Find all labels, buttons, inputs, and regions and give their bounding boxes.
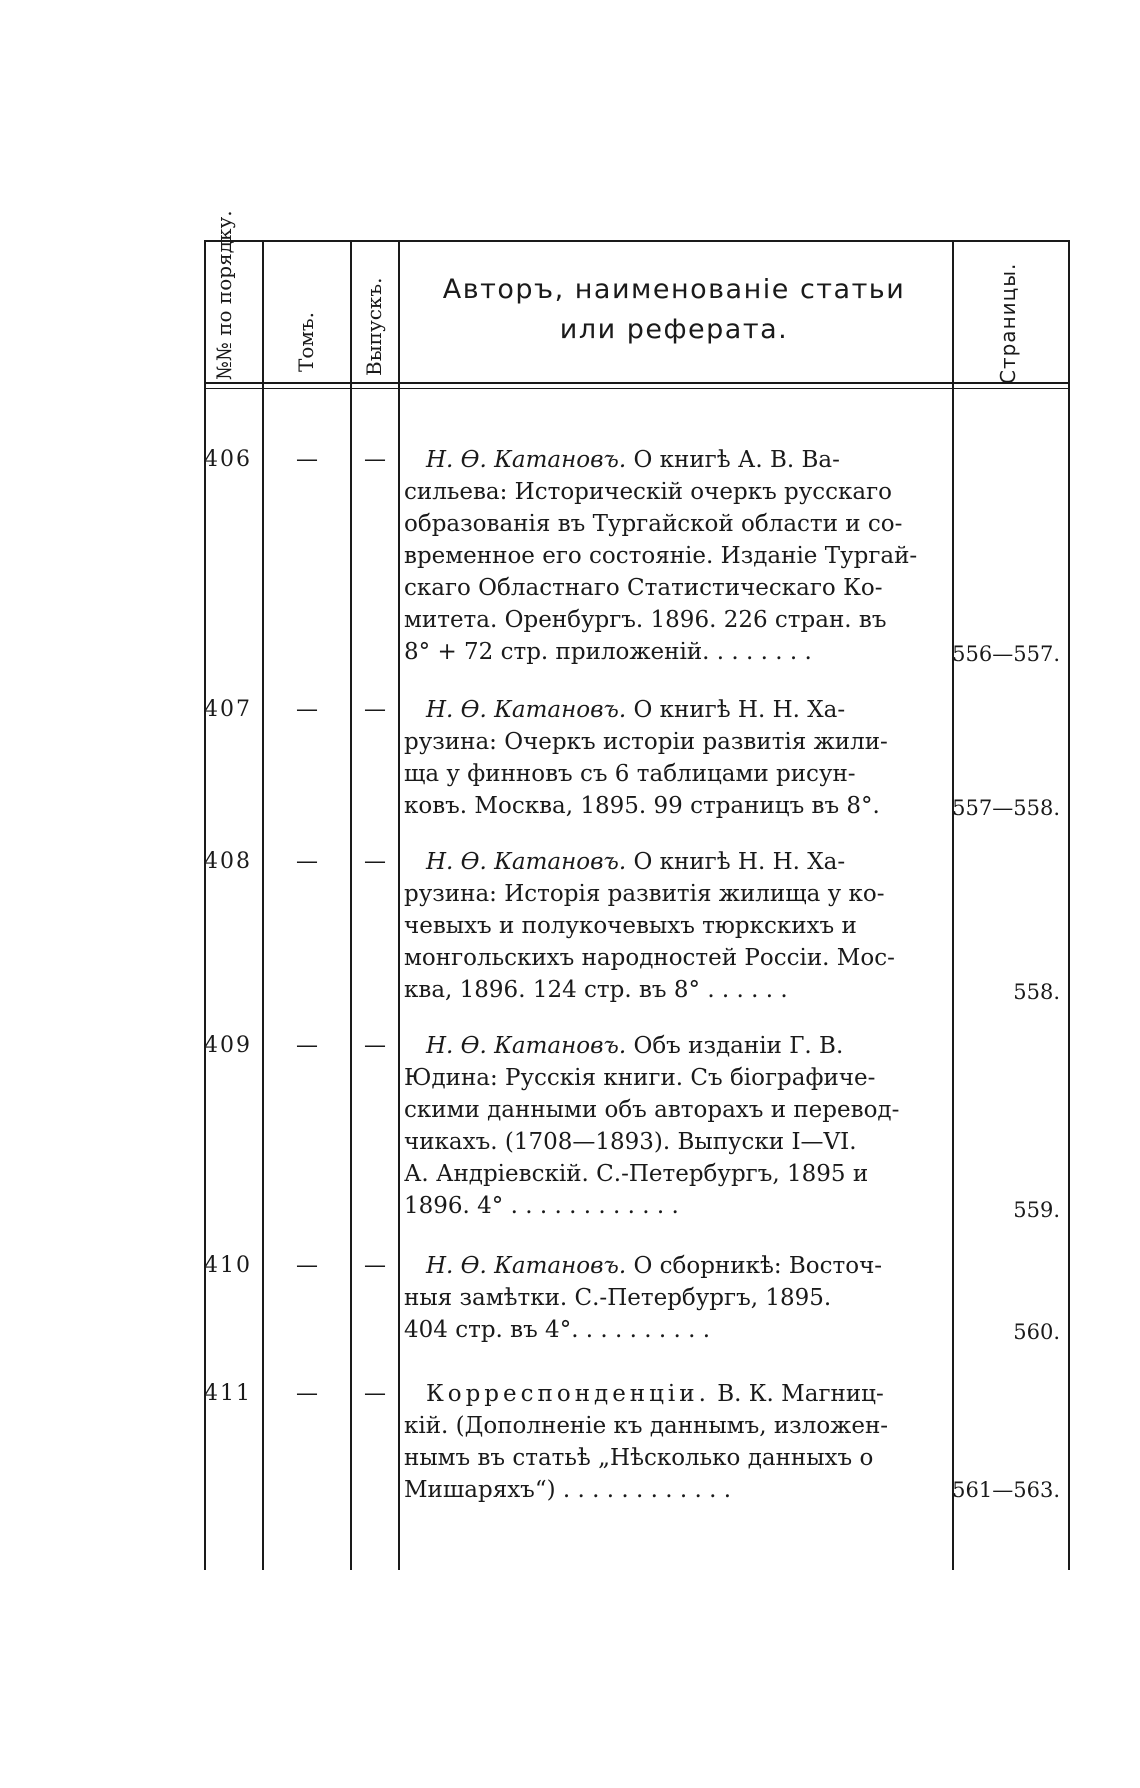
entry-line: кій. (Дополненіе къ даннымъ, изложен-	[404, 1413, 889, 1439]
entry-line: Мишаряхъ“) . . . . . . . . . . . .	[404, 1477, 732, 1503]
entry-line	[404, 444, 932, 476]
entry-line-text: О сборникѣ: Восточ-	[633, 1253, 883, 1279]
column-rule-number	[262, 240, 264, 1570]
entry-text	[404, 846, 932, 1006]
entry-line: скаго Областнаго Статистическаго Ко-	[404, 575, 883, 601]
table-top-rule	[204, 240, 1070, 242]
entry-line: митета. Оренбургъ. 1896. 226 стран. въ	[404, 607, 887, 633]
entry-pages: 560.	[1013, 1320, 1060, 1344]
entry-line: Юдина: Русскія книги. Съ біографиче-	[404, 1065, 876, 1091]
header-title-line-2: или реферата.	[559, 314, 789, 345]
entry-pages: 561—563.	[952, 1478, 1060, 1502]
entry-issue: —	[364, 447, 386, 472]
entry-line	[404, 846, 932, 878]
entry-number: 411	[204, 1381, 252, 1406]
entry-line: А. Андріевскій. С.-Петербургъ, 1895 и	[404, 1161, 869, 1187]
entry-line-text: В. К. Магниц-	[717, 1381, 884, 1407]
entry-line: скими данными объ авторахъ и перевод-	[404, 1097, 900, 1123]
header-title-line-1: Авторъ, наименованіе статьи	[442, 274, 906, 305]
entry-line	[404, 1030, 932, 1062]
entry-line: ква, 1896. 124 стр. въ 8° . . . . . .	[404, 977, 788, 1003]
entry-text	[404, 444, 932, 668]
entry-line: 404 стр. въ 4°. . . . . . . . . .	[404, 1317, 711, 1343]
entry-number: 410	[204, 1253, 252, 1278]
entry-text	[404, 1030, 932, 1222]
entry-line: образованія въ Тургайской области и со-	[404, 511, 903, 537]
entry-author: Н. Ѳ. Катановъ.	[425, 697, 627, 723]
entry-pages: 556—557.	[952, 642, 1060, 666]
entry-pages: 558.	[1013, 980, 1060, 1004]
entry-number: 409	[204, 1033, 252, 1058]
entry-line: временное его состояніе. Изданіе Тургай-	[404, 543, 918, 569]
entry-line	[404, 694, 932, 726]
entry-line: чикахъ. (1708—1893). Выпуски I—VI.	[404, 1129, 857, 1155]
entry-issue: —	[364, 1381, 386, 1406]
column-rule-left	[204, 240, 206, 1570]
column-rule-volume	[350, 240, 352, 1570]
entry-line: ковъ. Москва, 1895. 99 страницъ въ 8°.	[404, 793, 880, 819]
entry-line: рузина: Исторія развитія жилища у ко-	[404, 881, 885, 907]
entry-line: монгольскихъ народностей Россіи. Мос-	[404, 945, 895, 971]
entry-volume: —	[296, 849, 318, 874]
entry-author: Н. Ѳ. Катановъ.	[425, 849, 627, 875]
entry-line: чевыхъ и полукочевыхъ тюркскихъ и	[404, 913, 857, 939]
entry-volume: —	[296, 1381, 318, 1406]
header-volume-label: Томъ.	[294, 311, 318, 372]
entry-line-text: О книгѣ Н. Н. Ха-	[633, 849, 846, 875]
column-rule-issue	[398, 240, 400, 1570]
entry-line: сильева: Историческій очеркъ русскаго	[404, 479, 893, 505]
entry-issue: —	[364, 849, 386, 874]
header-number-label: №№ по порядку.	[212, 210, 236, 380]
entry-pages: 559.	[1013, 1198, 1060, 1222]
header-pages-label: Страницы.	[996, 262, 1020, 384]
entry-volume: —	[296, 447, 318, 472]
entry-number: 407	[204, 697, 252, 722]
column-rule-right	[1068, 240, 1070, 1570]
entry-author: Корреспонденціи.	[425, 1381, 710, 1407]
header-bottom-rule-2	[204, 388, 1070, 389]
entry-volume: —	[296, 1253, 318, 1278]
entry-text	[404, 1378, 932, 1506]
entry-author: Н. Ѳ. Катановъ.	[425, 1033, 627, 1059]
entry-number: 406	[204, 447, 252, 472]
entry-issue: —	[364, 1253, 386, 1278]
entry-issue: —	[364, 1033, 386, 1058]
entry-pages: 557—558.	[952, 796, 1060, 820]
header-issue-label: Выпускъ.	[362, 277, 386, 376]
entry-volume: —	[296, 1033, 318, 1058]
entry-line: 1896. 4° . . . . . . . . . . . .	[404, 1193, 679, 1219]
entry-author: Н. Ѳ. Катановъ.	[425, 1253, 627, 1279]
entry-text	[404, 694, 932, 822]
header-title-label	[404, 270, 944, 350]
column-rule-title	[952, 240, 954, 1570]
entry-line	[404, 1250, 932, 1282]
entry-line: ща у финновъ съ 6 таблицами рисун-	[404, 761, 856, 787]
entry-line	[404, 1378, 932, 1410]
entry-line-text: О книгѣ А. В. Ва-	[633, 447, 840, 473]
entry-line: рузина: Очеркъ исторіи развитія жили-	[404, 729, 888, 755]
entry-line: ныя замѣтки. С.-Петербургъ, 1895.	[404, 1285, 832, 1311]
entry-line: нымъ въ статьѣ „Нѣсколько данныхъ о	[404, 1445, 874, 1471]
entry-line-text: Объ изданіи Г. В.	[633, 1033, 844, 1059]
entry-number: 408	[204, 849, 252, 874]
header-bottom-rule	[204, 382, 1070, 384]
entry-line: 8° + 72 стр. приложеній. . . . . . . .	[404, 639, 812, 665]
entry-volume: —	[296, 697, 318, 722]
entry-line-text: О книгѣ Н. Н. Ха-	[633, 697, 846, 723]
entry-text	[404, 1250, 932, 1346]
entry-issue: —	[364, 697, 386, 722]
entry-author: Н. Ѳ. Катановъ.	[425, 447, 627, 473]
